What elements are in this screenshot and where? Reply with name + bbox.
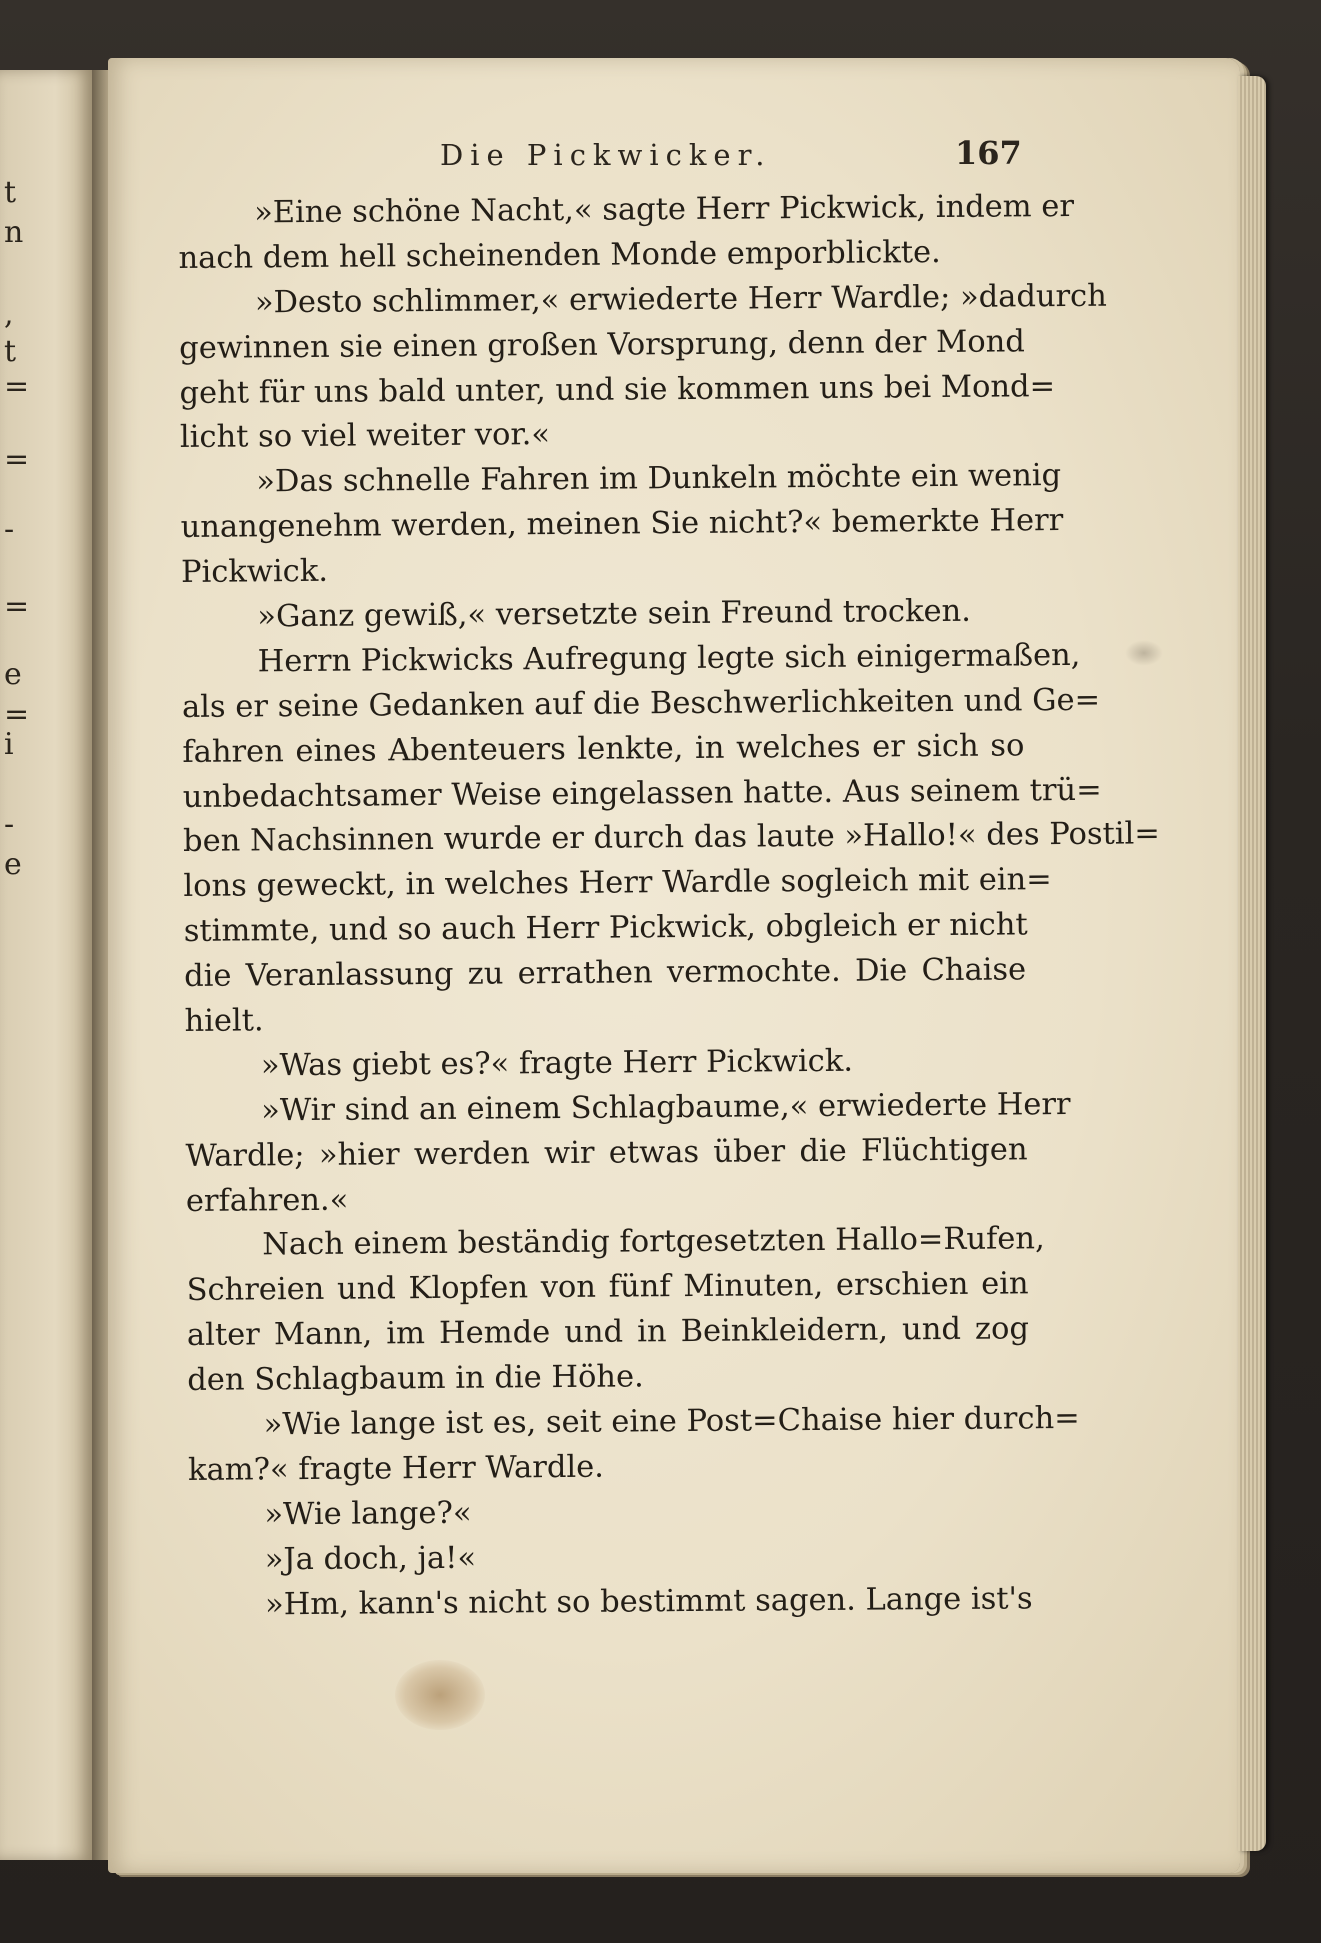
text-line: Schreien und Klopfen von fünf Minuten, erschien ein (186, 1266, 1029, 1309)
text-line: »Was giebt es?« fragte Herr Pickwick. (260, 1043, 854, 1084)
text-line: stimmte, und so auch Herr Pickwick, obgleich er nicht (183, 907, 1028, 950)
text-line: »Das schnelle Fahren im Dunkeln möchte ein wenig (256, 458, 1062, 500)
page-number: 167 (955, 134, 1022, 172)
left-page-fragment: n (4, 215, 24, 250)
page-stack-edge (1238, 76, 1266, 1851)
left-page-fragment: t (4, 334, 17, 369)
left-page-fragment: - (4, 807, 15, 842)
text-line: Pickwick. (180, 553, 329, 591)
left-page-fragment: - (4, 512, 15, 547)
text-line: unangenehm werden, meinen Sie nicht?« bemerkte Herr (180, 503, 1064, 546)
text-line: fahren eines Abenteuers lenkte, in welches er sich so (182, 728, 1025, 770)
text-line: hielt. (184, 1003, 264, 1040)
left-page-fragment: e (4, 847, 22, 882)
paper-spot (1125, 640, 1163, 666)
left-page-fragment: = (4, 369, 30, 404)
text-line: unbedachtsamer Weise eingelassen hatte. Aus seinem trü= (182, 772, 1102, 815)
left-page-fragment: i (4, 727, 14, 762)
left-page-fragment: t (4, 175, 17, 210)
text-line: »Hm, kann's nicht so bestimmt sagen. Lange ist's (264, 1580, 1033, 1622)
left-page-fragment: , (4, 297, 14, 332)
text-line: »Wie lange?« (264, 1495, 472, 1533)
text-line: erfahren.« (185, 1182, 349, 1219)
paper-stain (395, 1660, 485, 1730)
text-line: alter Mann, im Hemde und in Beinkleidern, und zog (186, 1311, 1030, 1354)
text-line: »Eine schöne Nacht,« sagte Herr Pickwick, indem er (254, 188, 1075, 231)
left-page-fragment: = (4, 589, 30, 624)
text-line: nach dem hell scheinenden Monde emporblickte. (178, 234, 941, 276)
left-page-fragment: = (4, 697, 30, 732)
text-line: gewinnen sie einen großen Vorsprung, denn der Mond (179, 324, 1025, 366)
left-page-fragment: e (4, 657, 22, 692)
previous-page-edge (0, 70, 94, 1860)
text-line: die Veranlassung zu errathen vermochte. Die Chaise (184, 952, 1027, 995)
running-title: Die Pickwicker. (440, 138, 772, 172)
text-line: Herrn Pickwicks Aufregung legte sich einigermaßen, (257, 637, 1081, 680)
text-line: »Desto schlimmer,« erwiederte Herr Wardle; »dadurch (254, 278, 1107, 321)
text-line: »Wir sind an einem Schlagbaume,« erwiederte Herr (261, 1086, 1071, 1129)
text-line: licht so viel weiter vor.« (179, 417, 551, 456)
text-line: als er seine Gedanken auf die Beschwerlichkeiten und Ge= (181, 682, 1101, 725)
text-line: »Wie lange ist es, seit eine Post=Chaise hier durch= (263, 1401, 1080, 1443)
text-line: ben Nachsinnen wurde er durch das laute »Hallo!« des Postil= (182, 816, 1161, 860)
text-line: den Schlagbaum in die Höhe. (187, 1359, 644, 1399)
text-line: geht für uns bald unter, und sie kommen uns bei Mond= (179, 368, 1056, 411)
left-page-fragment: = (4, 442, 30, 477)
text-line: lons geweckt, in welches Herr Wardle sogleich mit ein= (183, 862, 1052, 905)
text-line: »Ganz gewiß,« versetzte sein Freund trocken. (257, 593, 972, 635)
text-line: Nach einem beständig fortgesetzten Hallo=Rufen, (262, 1221, 1045, 1263)
text-line: kam?« fragte Herr Wardle. (187, 1449, 605, 1488)
page-body-text (178, 185, 1161, 1628)
text-line: Wardle; »hier werden wir etwas über die Flüchtigen (185, 1132, 1028, 1174)
text-line: »Ja doch, ja!« (264, 1540, 477, 1578)
